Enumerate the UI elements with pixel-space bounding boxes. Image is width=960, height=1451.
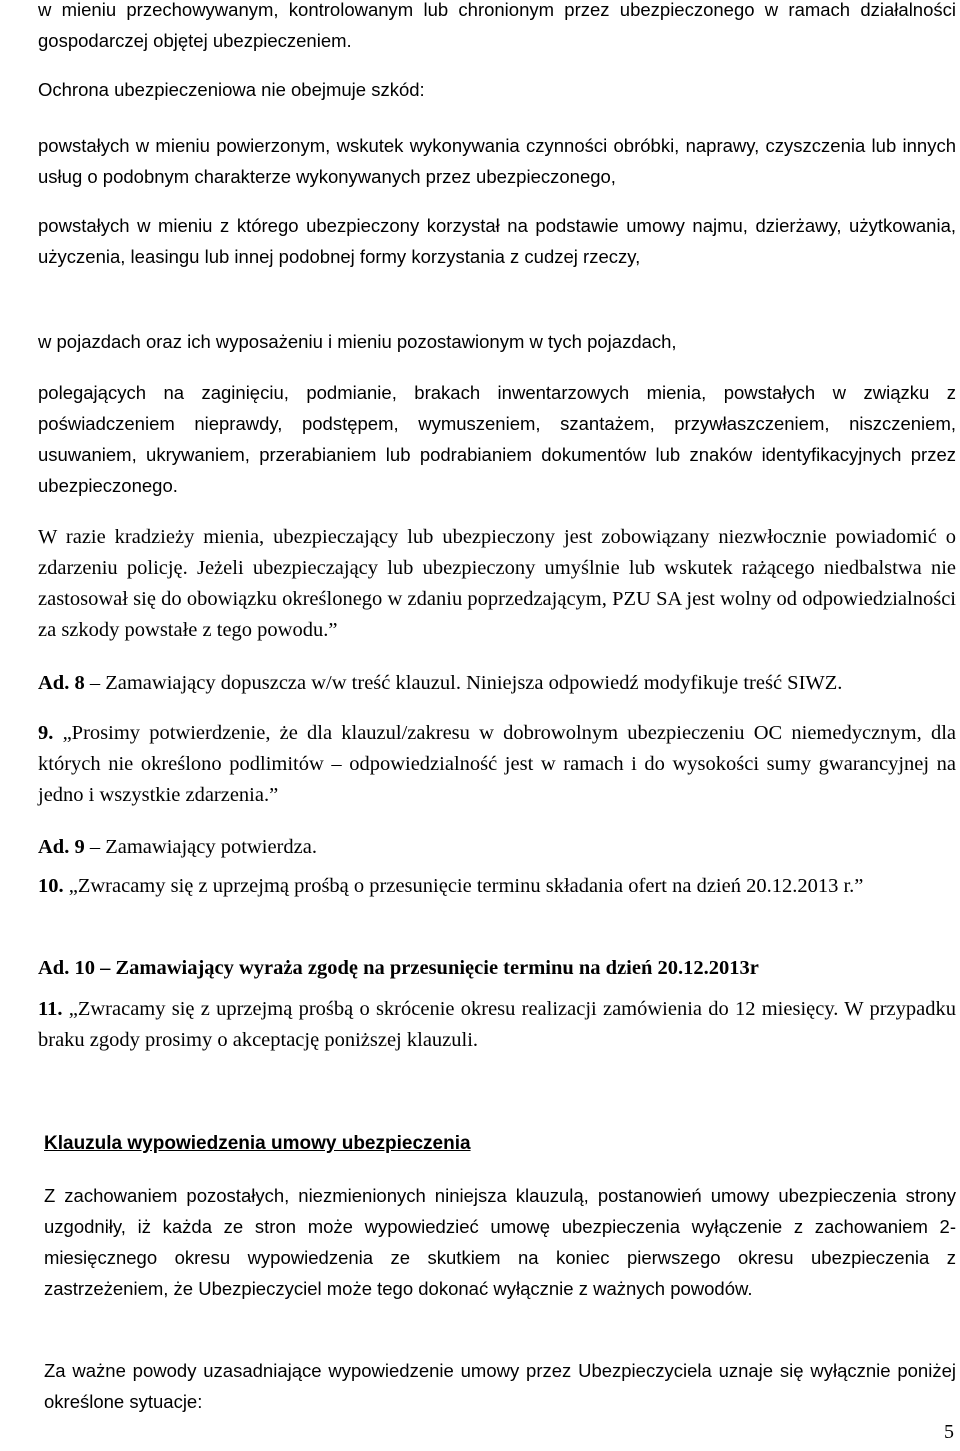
paragraph-exclusion-disappearance: polegających na zaginięciu, podmianie, brakach inwentarzowych mienia, powstałych w związku z poświadczeniem nieprawdy, podstępem, wymuszeniem, szantażem, przywłaszczeniem, niszczeniem, usuwaniem, ukrywaniem, przerabianiem lub podrabianiem dokumentów lub znaków identyfikacyjnych przez ubezpieczonego. (38, 382, 956, 496)
clause-paragraph-2: Za ważne powody uzasadniające wypowiedzenie umowy przez Ubezpieczyciela uznaje się wyłącznie poniżej określone sytuacje: (44, 1360, 956, 1412)
question-10-number: 10. (38, 875, 64, 897)
question-10-text: „Zwracamy się z uprzejmą prośbą o przesunięcie terminu składania ofert na dzień 20.12.2013 r.” (63, 875, 864, 897)
paragraph-exclusions-intro: Ochrona ubezpieczeniowa nie obejmuje szkód: (38, 79, 425, 100)
answer-10 (38, 953, 956, 984)
paragraph-mienie-przechowywane: w mieniu przechowywanym, kontrolowanym lub chronionym przez ubezpieczonego w ramach działalności gospodarczej objętej ubezpieczeniem. (38, 0, 956, 51)
answer-8 (38, 668, 956, 699)
answer-9 (38, 832, 956, 863)
question-11-text: „Zwracamy się z uprzejmą prośbą o skrócenie okresu realizacji zamówienia do 12 miesięcy. W przypadku braku zgody prosimy o akceptację poniższej klauzuli. (38, 998, 956, 1051)
paragraph-exclusion-lease: powstałych w mieniu z którego ubezpieczony korzystał na podstawie umowy najmu, dzierżawy, użytkowania, użyczenia, leasingu lub innej podobnej formy korzystania z cudzej rzeczy, (38, 215, 956, 267)
clause-heading: Klauzula wypowiedzenia umowy ubezpieczenia (44, 1133, 471, 1154)
paragraph-exclusion-vehicles: w pojazdach oraz ich wyposażeniu i mieniu pozostawionym w tych pojazdach, (38, 331, 677, 352)
paragraph-theft-notice: W razie kradzieży mienia, ubezpieczający lub ubezpieczony jest zobowiązany niezwłocznie powiadomić o zdarzeniu policję. Jeżeli ubezpieczający lub ubezpieczony umyślnie lub wskutek rażącego niedbalstwa nie zastosował się do obowiązku określonego w zdaniu poprzedzającym, PZU SA jest wolny od odpowiedzialności za szkody powstałe z tego powodu.” (38, 526, 956, 641)
question-9 (38, 718, 956, 811)
clause-paragraph-1: Z zachowaniem pozostałych, niezmienionych niniejsza klauzulą, postanowień umowy ubezpieczenia strony uzgodniły, iż każda ze stron może wypowiedzieć umowę ubezpieczenia wyłączenie z zachowaniem 2-miesięcznego okresu wypowiedzenia ze skutkiem na koniec pierwszego okresu ubezpieczenia z zastrzeżeniem, że Ubezpieczyciel może tego dokonać wyłącznie z ważnych powodów. (44, 1185, 956, 1299)
question-10 (38, 871, 956, 902)
paragraph-exclusion-entrusted: powstałych w mieniu powierzonym, wskutek wykonywania czynności obróbki, naprawy, czyszczenia lub innych usług o podobnym charakterze wykonywanych przez ubezpieczonego, (38, 135, 956, 187)
answer-10-text: Ad. 10 – Zamawiający wyraża zgodę na przesunięcie terminu na dzień 20.12.2013r (38, 957, 759, 979)
answer-8-text: – Zamawiający dopuszcza w/w treść klauzul. Niniejsza odpowiedź modyfikuje treść SIWZ. (84, 672, 843, 694)
question-11-number: 11. (38, 998, 63, 1020)
question-9-text: „Prosimy potwierdzenie, że dla klauzul/zakresu w dobrowolnym ubezpieczeniu OC niemedycznym, dla których nie określono podlimitów – odpowiedzialność jest w ramach i do wysokości sumy gwarancyjnej na jedno i wszystkie zdarzenia.” (38, 722, 956, 806)
answer-9-text: – Zamawiający potwierdza. (84, 836, 317, 858)
answer-8-label: Ad. 8 (38, 672, 85, 694)
page-number: 5 (944, 1421, 954, 1443)
answer-9-label: Ad. 9 (38, 836, 85, 858)
question-11 (38, 994, 956, 1056)
question-9-number: 9. (38, 722, 54, 744)
